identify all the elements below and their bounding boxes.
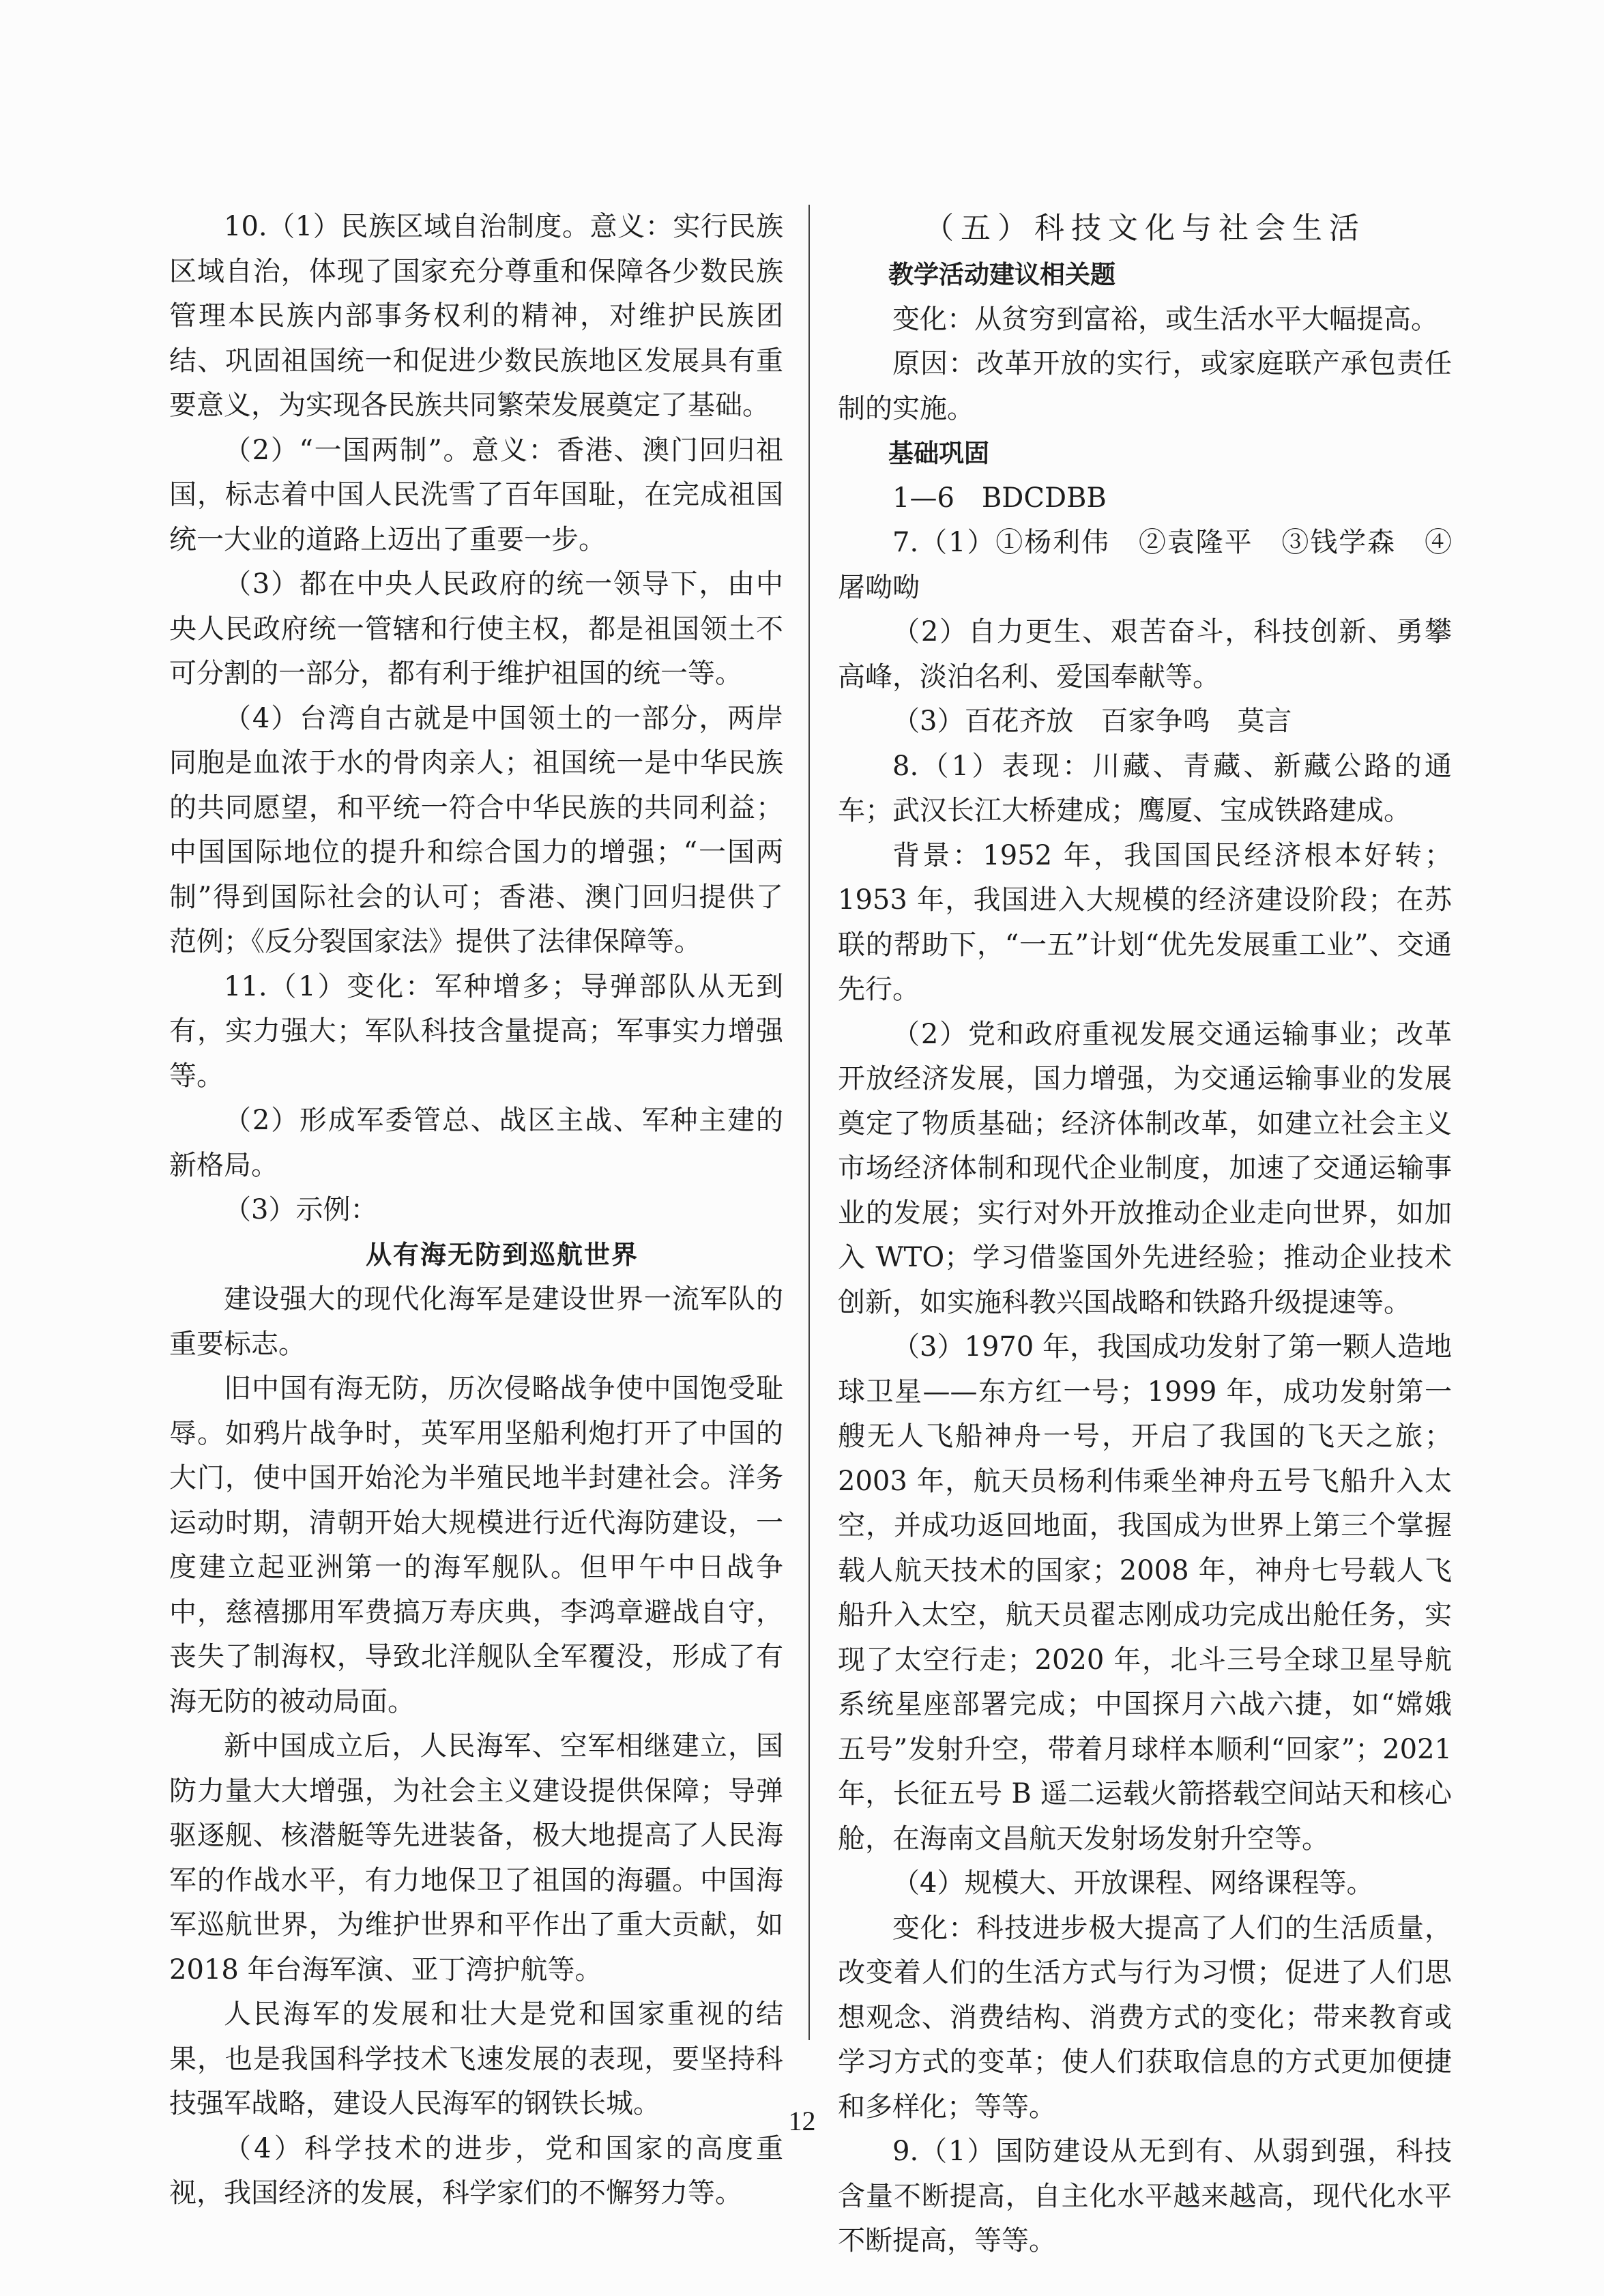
answer-8-background: 背景：1952 年，我国国民经济根本好转；1953 年，我国进入大规模的经济建设阶段；在苏联的帮助下，“一五”计划“优先发展重工业”、交通先行。	[838, 839, 1452, 1005]
answer-10-1: 10.（1）民族区域自治制度。意义：实行民族区域自治，体现了国家充分尊重和保障各少数民族管理本民族内部事务权利的精神，对维护民族团结、巩固祖国统一和促进少数民族地区发展具有重要意义，为实现各民族共同繁荣发展奠定了基础。	[169, 211, 783, 421]
subheading-teaching-activity: 教学活动建议相关题	[888, 260, 1115, 289]
essay-paragraph: 人民海军的发展和壮大是党和国家重视的结果，也是我国科学技术飞速发展的表现，要坚持科技强军战略，建设人民海军的钢铁长城。	[169, 1999, 783, 2119]
answer-8-4: （4）规模大、开放课程、网络课程等。	[892, 1868, 1374, 1899]
right-column	[838, 205, 1452, 2264]
answer-10-4: （4）台湾自古就是中国领土的一部分，两岸同胞是血浓于水的骨肉亲人；祖国统一是中华民族的共同愿望，和平统一符合中华民族的共同利益；中国国际地位的提升和综合国力的增强；“一国两制”得到国际社会的认可；香港、澳门回归提供了范例；《反分裂国家法》提供了法律保障等。	[169, 702, 783, 957]
teaching-answer-reason: 原因：改革开放的实行，或家庭联产承包责任制的实施。	[838, 348, 1452, 424]
teaching-answer-change: 变化：从贫穷到富裕，或生活水平大幅提高。	[892, 303, 1438, 335]
essay-title: 从有海无防到巡航世界	[365, 1239, 639, 1270]
answer-11-3: （3）示例：	[224, 1194, 378, 1225]
choice-answers: 1—6 BDCDBB	[892, 482, 1107, 514]
answer-8-2: （2）党和政府重视发展交通运输事业；改革开放经济发展，国力增强，为交通运输事业的发展奠定了物质基础；经济体制改革，如建立社会主义市场经济体制和现代企业制度，加速了交通运输事业的发展；实行对外开放推动企业走向世界，如加入 WTO；学习借鉴国外先进经验；推动企业技术创新，如实施科教兴国战略和铁路升级提速等。	[838, 1018, 1452, 1318]
answer-7-2: （2）自力更生、艰苦奋斗，科技创新、勇攀高峰，淡泊名利、爱国奉献等。	[838, 616, 1452, 693]
answer-11-1: 11.（1）变化：军种增多；导弹部队从无到有，实力强大；军队科技含量提高；军事实力增强等。	[169, 970, 783, 1092]
answer-8-change: 变化：科技进步极大提高了人们的生活质量，改变着人们的生活方式与行为习惯；促进了人们思想观念、消费结构、消费方式的变化；带来教育或学习方式的变革；使人们获取信息的方式更加便捷和多样化；等等。	[838, 1912, 1452, 2123]
answer-11-2: （2）形成军委管总、战区主战、军种主建的新格局。	[169, 1105, 783, 1181]
answer-10-2: （2）“一国两制”。意义：香港、澳门回归祖国，标志着中国人民洗雪了百年国耻，在完成祖国统一大业的道路上迈出了重要一步。	[169, 434, 783, 555]
answer-7-1: 7.（1）①杨利伟 ②袁隆平 ③钱学森 ④屠呦呦	[838, 527, 1452, 603]
answer-7-3: （3）百花齐放 百家争鸣 莫言	[892, 706, 1292, 737]
page-number: 12	[788, 2106, 816, 2136]
essay-paragraph: 建设强大的现代化海军是建设世界一流军队的重要标志。	[169, 1283, 783, 1360]
left-column	[169, 205, 783, 2216]
answer-11-4: （4）科学技术的进步，党和国家的高度重视，我国经济的发展，科学家们的不懈努力等。	[169, 2132, 783, 2209]
answer-10-3: （3）都在中央人民政府的统一领导下，由中央人民政府统一管辖和行使主权，都是祖国领土不可分割的一部分，都有利于维护祖国的统一等。	[169, 568, 783, 689]
subheading-basics: 基础巩固	[888, 439, 989, 468]
column-divider	[808, 205, 810, 2040]
answer-8-1: 8.（1）表现：川藏、青藏、新藏公路的通车；武汉长江大桥建成；鹰厦、宝成铁路建成。	[838, 750, 1452, 826]
section-title: （五）科技文化与社会生活	[924, 211, 1366, 246]
essay-paragraph: 新中国成立后，人民海军、空军相继建立，国防力量大大增强，为社会主义建设提供保障；导弹驱逐舰、核潜艇等先进装备，极大地提高了人民海军的作战水平，有力地保卫了祖国的海疆。中国海军巡航世界，为维护世界和平作出了重大贡献，如 2018 年台海军演、亚丁湾护航等。	[169, 1730, 783, 1986]
answer-9-1: 9.（1）国防建设从无到有、从弱到强，科技含量不断提高，自主化水平越来越高，现代化水平不断提高，等等。	[838, 2136, 1452, 2256]
essay-paragraph: 旧中国有海无防，历次侵略战争使中国饱受耻辱。如鸦片战争时，英军用坚船利炮打开了中国的大门，使中国开始沦为半殖民地半封建社会。洋务运动时期，清朝开始大规模进行近代海防建设，一度建立起亚洲第一的海军舰队。但甲午中日战争中，慈禧挪用军费搞万寿庆典，李鸿章避战自守，丧失了制海权，导致北洋舰队全军覆没，形成了有海无防的被动局面。	[169, 1373, 783, 1717]
answer-8-3: （3）1970 年，我国成功发射了第一颗人造地球卫星——东方红一号；1999 年，成功发射第一艘无人飞船神舟一号，开启了我国的飞天之旅；2003 年，航天员杨利伟乘坐神舟五号飞船升入太空，并成功返回地面，我国成为世界上第三个掌握载人航天技术的国家；2008 年，神舟七号载人飞船升入太空，航天员翟志刚成功完成出舱任务，实现了太空行走；2020 年，北斗三号全球卫星导航系统星座部署完成；中国探月六战六捷，如“嫦娥五号”发射升空，带着月球样本顺利“回家”；2021 年，长征五号 B 遥二运载火箭搭载空间站天和核心舱，在海南文昌航天发射场发射升空等。	[838, 1331, 1452, 1855]
